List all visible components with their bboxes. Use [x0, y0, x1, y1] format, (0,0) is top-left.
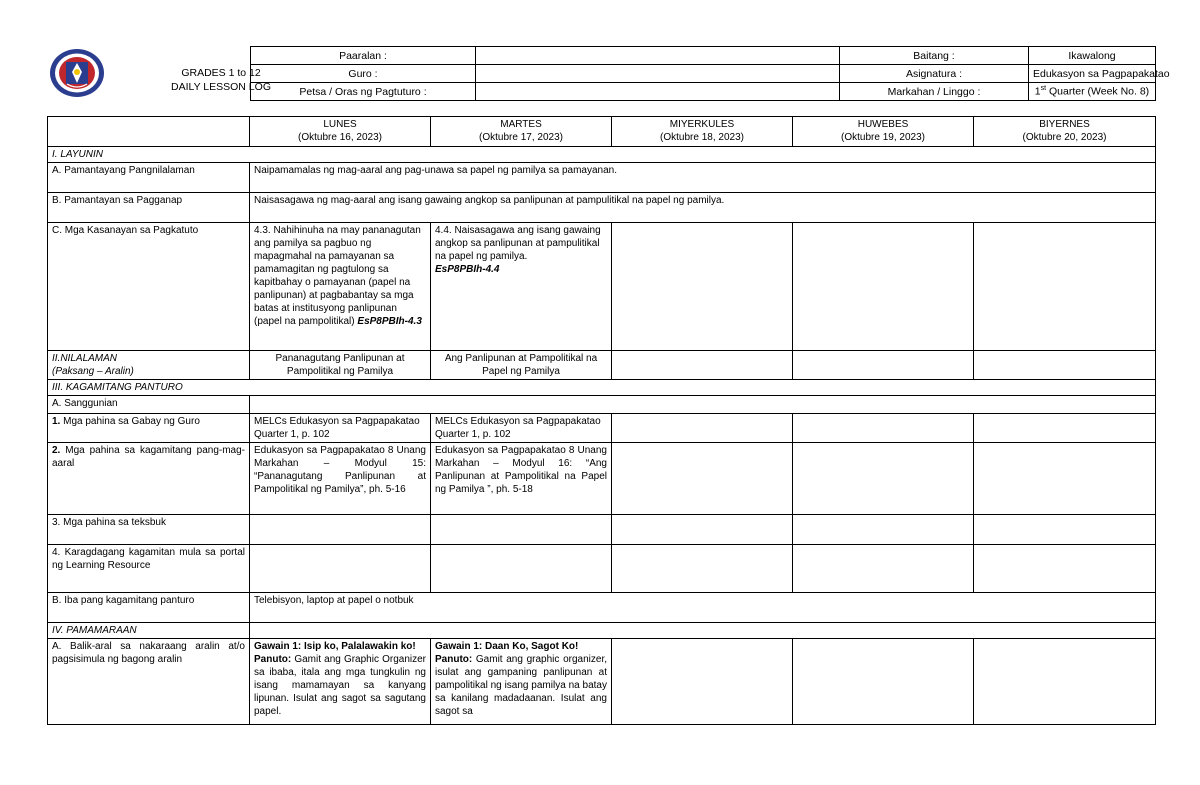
karagdagang-martes[interactable] — [431, 545, 612, 593]
table-row — [48, 443, 1156, 515]
row-label-kagamitan — [48, 443, 250, 515]
table-row — [48, 351, 1156, 380]
balikaral-lunes-title: Gawain 1: Isip ko, Palalawakin ko! — [254, 641, 416, 652]
balikaral-lunes-prefix: Panuto: — [254, 654, 292, 665]
asignatura-label: Asignatura : — [840, 65, 1029, 83]
petsa-label: Petsa / Oras ng Pagtuturo : — [251, 83, 476, 101]
days-row — [48, 117, 1156, 147]
teksbuk-miyerkules[interactable] — [612, 515, 793, 545]
day-header-huwebes — [793, 117, 974, 147]
kagamitan-miyerkules[interactable] — [612, 443, 793, 515]
baitang-label: Baitang : — [840, 47, 1029, 65]
day-header-martes — [431, 117, 612, 147]
kasanayan-biyernes[interactable] — [974, 223, 1156, 351]
gabay-miyerkules[interactable] — [612, 414, 793, 443]
table-row — [48, 223, 1156, 351]
day-date: (Oktubre 18, 2023) — [660, 132, 744, 143]
table-row — [48, 639, 1156, 725]
section-layunin: I. LAYUNIN — [48, 147, 1156, 163]
nilalaman-lunes[interactable]: Pananagutang Panlipunan at Pampolitikal ng Pamilya — [250, 351, 431, 380]
kagamitan-lunes[interactable]: Edukasyon sa Pagpapakatao 8 Unang Markahan – Modyul 15: “Pananagutang Panlipunan at Pampolitikal ng Pamilya”, ph. 5-16 — [250, 443, 431, 515]
gabay-label: Mga pahina sa Gabay ng Guro — [60, 416, 200, 427]
day-name: BIYERNES — [1039, 119, 1090, 130]
balikaral-lunes[interactable] — [250, 639, 431, 725]
day-name: LUNES — [323, 119, 357, 130]
markahan-label: Markahan / Linggo : — [840, 83, 1029, 101]
table-row — [48, 593, 1156, 623]
table-row — [48, 414, 1156, 443]
teksbuk-biyernes[interactable] — [974, 515, 1156, 545]
baitang-field[interactable]: Ikawalong — [1029, 47, 1156, 65]
day-header-lunes — [250, 117, 431, 147]
pamamaraan-blank — [250, 623, 1156, 639]
kagamitan-label: Mga pahina sa kagamitang pang-mag-aaral — [52, 445, 245, 469]
karagdagang-huwebes[interactable] — [793, 545, 974, 593]
section-pamamaraan: IV. PAMAMARAAN — [48, 623, 250, 639]
sanggunian-value[interactable] — [250, 396, 1156, 414]
nilalaman-label2: (Paksang – Aralin) — [52, 366, 134, 377]
row-label-pangnilalaman: A. Pamantayang Pangnilalaman — [48, 163, 250, 193]
nilalaman-label1: II.NILALAMAN — [52, 353, 118, 364]
row-label-gabay — [48, 414, 250, 443]
karagdagang-lunes[interactable] — [250, 545, 431, 593]
row-label-pagganap: B. Pamantayan sa Pagganap — [48, 193, 250, 223]
row-label-nilalaman — [48, 351, 250, 380]
balikaral-martes-prefix: Panuto: — [435, 654, 473, 665]
row-label-kasanayan: C. Mga Kasanayan sa Pagkatuto — [48, 223, 250, 351]
log-title-line1: GRADES 1 to 12 — [181, 67, 261, 79]
day-name: MARTES — [500, 119, 542, 130]
day-header-biyernes — [974, 117, 1156, 147]
markahan-num: 1 — [1034, 85, 1041, 98]
teksbuk-lunes[interactable] — [250, 515, 431, 545]
day-date: (Oktubre 19, 2023) — [841, 132, 925, 143]
kasanayan-miyerkules[interactable] — [612, 223, 793, 351]
lesson-log-page — [47, 46, 1170, 717]
balikaral-huwebes[interactable] — [793, 639, 974, 725]
section-row — [48, 380, 1156, 396]
paaralan-field[interactable] — [476, 47, 840, 65]
section-row — [48, 147, 1156, 163]
table-row — [48, 163, 1156, 193]
day-date: (Oktubre 16, 2023) — [298, 132, 382, 143]
balikaral-martes[interactable] — [431, 639, 612, 725]
kagamitan-num: 2. — [52, 445, 61, 456]
day-name: MIYERKULES — [669, 119, 735, 130]
table-row — [48, 515, 1156, 545]
gabay-lunes[interactable]: MELCs Edukasyon sa Pagpapakatao Quarter 1, p. 102 — [250, 414, 431, 443]
kasanayan-lunes[interactable] — [250, 223, 431, 351]
row-label-teksbuk: 3. Mga pahina sa teksbuk — [48, 515, 250, 545]
day-name: HUWEBES — [857, 119, 909, 130]
markahan-rest: Quarter (Week No. 8) — [1046, 85, 1150, 98]
karagdagang-biyernes[interactable] — [974, 545, 1156, 593]
karagdagang-miyerkules[interactable] — [612, 545, 793, 593]
kasanayan-martes-text: 4.4. Naisasagawa ang isang gawaing angkop sa panlipunan at pampulitikal na papel ng pamilya. — [435, 225, 601, 262]
log-title-line2: DAILY LESSON LOG — [171, 81, 271, 93]
pagganap-value[interactable]: Naisasagawa ng mag-aaral ang isang gawaing angkop sa panlipunan at pampulitikal na papel ng pamilya. — [250, 193, 1156, 223]
balikaral-lunes-body: Gamit ang Graphic Organizer sa ibaba, itala ang mga tungkulin ng isang mamamayan sa kanyang lipunan. Isulat ang sagot sa sagutang papel. — [254, 654, 426, 717]
paaralan-label: Paaralan : — [251, 47, 476, 65]
balikaral-biyernes[interactable] — [974, 639, 1156, 725]
petsa-field[interactable] — [476, 83, 840, 101]
corner-cell — [48, 117, 250, 147]
nilalaman-huwebes[interactable] — [793, 351, 974, 380]
teksbuk-huwebes[interactable] — [793, 515, 974, 545]
header — [47, 46, 1170, 102]
iba-value[interactable]: Telebisyon, laptop at papel o notbuk — [250, 593, 1156, 623]
pangnilalaman-value[interactable]: Naipamamalas ng mag-aaral ang pag-unawa sa papel ng pamilya sa pamayanan. — [250, 163, 1156, 193]
row-label-balikaral: A. Balik-aral sa nakaraang aralin at/o pagsisimula ng bagong aralin — [48, 639, 250, 725]
gabay-biyernes[interactable] — [974, 414, 1156, 443]
kasanayan-lunes-code: EsP8PBIh-4.3 — [357, 316, 422, 327]
section-kagamitan: III. KAGAMITANG PANTURO — [48, 380, 1156, 396]
kasanayan-lunes-text: 4.3. Nahihinuha na may pananagutan ang pamilya sa pagbuo ng mapagmahal na pamayanan sa pamamagitan ng pagtulong sa kapitbahay o pamayanan (papel na panlipunan) at pagbabantay sa mga batas at institusyong panlipunan (papel na pampolitikal) — [254, 225, 421, 327]
kagamitan-huwebes[interactable] — [793, 443, 974, 515]
kagamitan-martes[interactable]: Edukasyon sa Pagpapakatao 8 Unang Markahan – Modyul 16: “Ang Panlipunan at Pampolitikal na Papel ng Pamilya ”, ph. 5-18 — [431, 443, 612, 515]
guro-label: Guro : — [251, 65, 476, 83]
nilalaman-miyerkules[interactable] — [612, 351, 793, 380]
markahan-sup: st — [1040, 85, 1047, 93]
kasanayan-martes[interactable] — [431, 223, 612, 351]
gabay-num: 1. — [52, 416, 61, 427]
section-row — [48, 623, 1156, 639]
row-label-iba: B. Iba pang kagamitang panturo — [48, 593, 250, 623]
kagamitan-biyernes[interactable] — [974, 443, 1156, 515]
markahan-field[interactable] — [1029, 83, 1156, 101]
table-row — [48, 193, 1156, 223]
day-header-miyerkules — [612, 117, 793, 147]
row-label-karagdagang: 4. Karagdagang kagamitan mula sa portal ng Learning Resource — [48, 545, 250, 593]
deped-seal-logo — [49, 48, 105, 98]
nilalaman-martes[interactable]: Ang Panlipunan at Pampolitikal na Papel ng Pamilya — [431, 351, 612, 380]
row-label-sanggunian: A. Sanggunian — [48, 396, 250, 414]
asignatura-field[interactable]: Edukasyon sa Pagpapakatao — [1029, 65, 1156, 83]
balikaral-martes-title: Gawain 1: Daan Ko, Sagot Ko! — [435, 641, 579, 652]
table-row — [48, 396, 1156, 414]
teksbuk-martes[interactable] — [431, 515, 612, 545]
kasanayan-huwebes[interactable] — [793, 223, 974, 351]
table-row — [48, 545, 1156, 593]
guro-field[interactable] — [476, 65, 840, 83]
day-date: (Oktubre 20, 2023) — [1022, 132, 1107, 143]
balikaral-miyerkules[interactable] — [612, 639, 793, 725]
gabay-huwebes[interactable] — [793, 414, 974, 443]
nilalaman-biyernes[interactable] — [974, 351, 1156, 380]
balikaral-martes-body: Gamit ang graphic organizer, isulat ang gampaning panlipunan at pampolitikal ng isang pamilya na batay sa kanilang madadaanan. Isulat ang sagot sa — [435, 654, 607, 717]
header-info-table — [250, 46, 1170, 101]
gabay-martes[interactable]: MELCs Edukasyon sa Pagpapakatao Quarter 1, p. 102 — [431, 414, 612, 443]
kasanayan-martes-code: EsP8PBIh-4.4 — [435, 264, 500, 275]
day-date: (Oktubre 17, 2023) — [479, 132, 563, 143]
lesson-grid — [47, 116, 1156, 725]
